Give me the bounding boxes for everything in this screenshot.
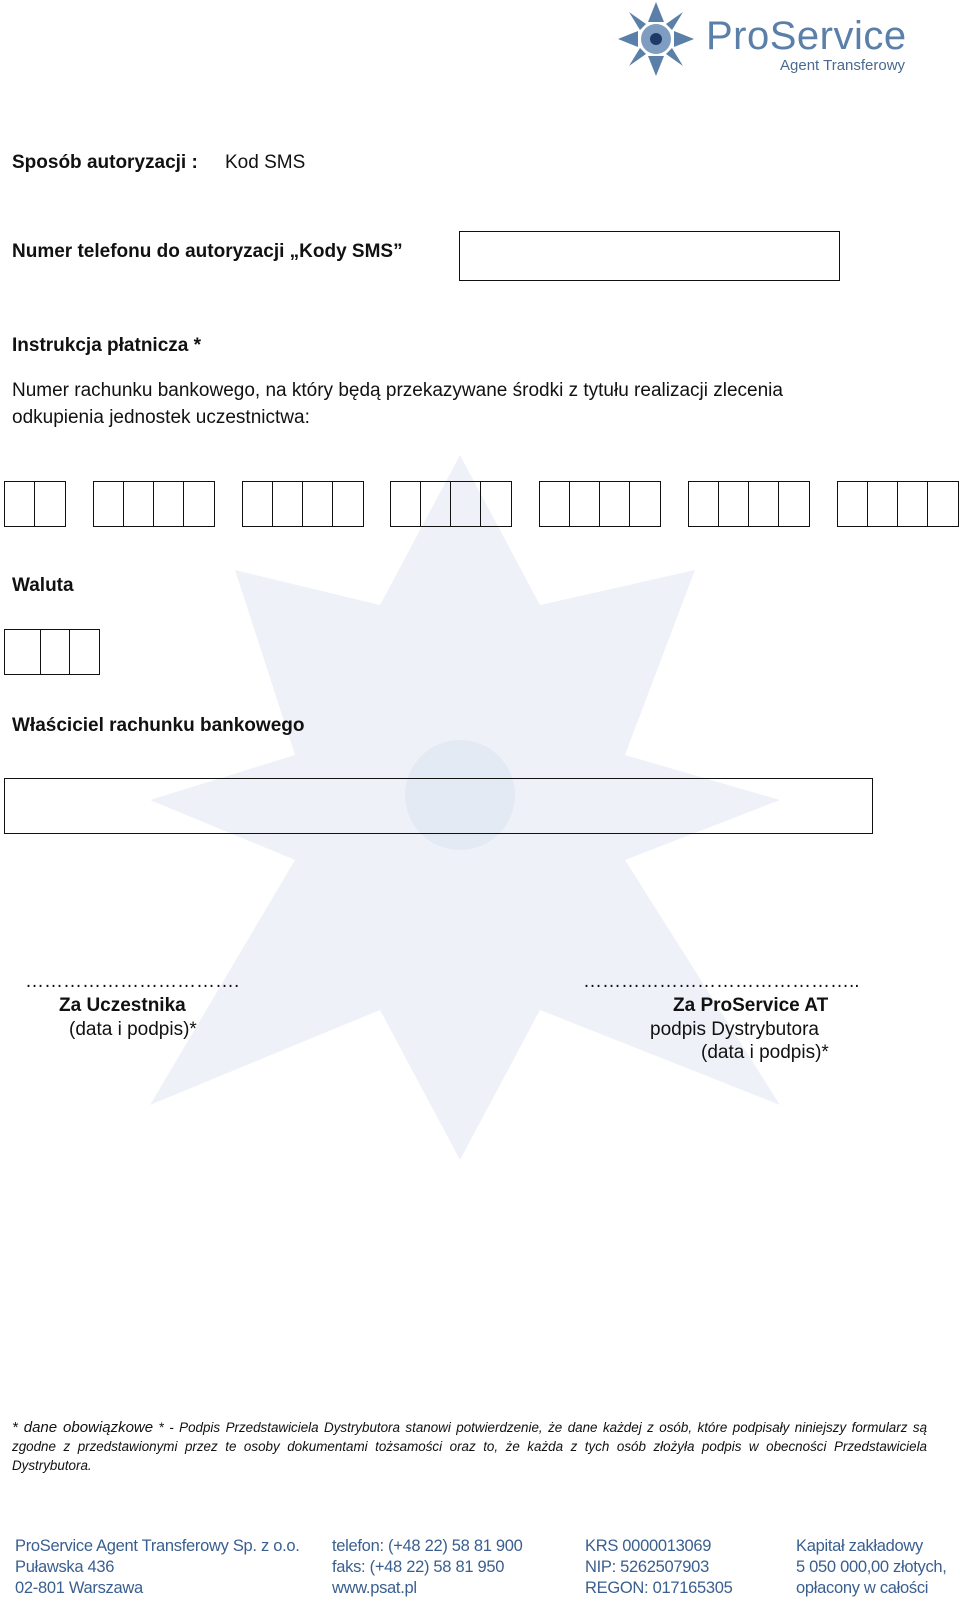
logo-subtitle: Agent Transferowy bbox=[780, 57, 906, 74]
footer-capital-line: Kapitał zakładowy bbox=[796, 1537, 923, 1555]
payment-description-line1: Numer rachunku bankowego, na który będą przekazywane środki z tytułu realizacji zlecenia bbox=[12, 380, 783, 401]
currency-digit-group bbox=[4, 629, 100, 675]
footer-fax: faks: (+48 22) 58 81 950 bbox=[332, 1558, 505, 1576]
participant-signature-title: Za Uczestnika bbox=[59, 995, 186, 1016]
account-digit-cell[interactable] bbox=[184, 482, 214, 526]
account-digit-cell[interactable] bbox=[35, 482, 65, 526]
account-digit-cell[interactable] bbox=[779, 482, 809, 526]
footnote bbox=[12, 1418, 927, 1475]
footer-company bbox=[15, 1536, 300, 1599]
footer-capital bbox=[796, 1536, 947, 1599]
account-digit-cell[interactable] bbox=[630, 482, 660, 526]
account-digit-cell[interactable] bbox=[154, 482, 184, 526]
account-digit-cell[interactable] bbox=[124, 482, 154, 526]
auth-phone-label: Numer telefonu do autoryzacji „Kody SMS” bbox=[12, 241, 403, 262]
star-logo-icon bbox=[618, 2, 694, 76]
participant-signature-line[interactable]: ……………………………. bbox=[25, 971, 240, 992]
footer-krs: KRS 0000013069 bbox=[585, 1537, 712, 1555]
account-digit-cell[interactable] bbox=[570, 482, 600, 526]
account-digit-cell[interactable] bbox=[868, 482, 898, 526]
account-digit-group bbox=[4, 481, 66, 527]
account-digit-group bbox=[837, 481, 959, 527]
account-digit-cell[interactable] bbox=[838, 482, 868, 526]
account-digit-cell[interactable] bbox=[303, 482, 333, 526]
footer-website-link[interactable]: www.psat.pl bbox=[332, 1579, 417, 1597]
account-digit-cell[interactable] bbox=[719, 482, 749, 526]
currency-digit-cell[interactable] bbox=[5, 630, 41, 674]
currency-digit-cell[interactable] bbox=[70, 630, 99, 674]
account-digit-cell[interactable] bbox=[481, 482, 511, 526]
auth-method-value: Kod SMS bbox=[225, 152, 306, 173]
account-digit-cell[interactable] bbox=[94, 482, 124, 526]
footer-contact bbox=[332, 1536, 523, 1599]
account-digit-cell[interactable] bbox=[898, 482, 928, 526]
payment-description bbox=[12, 378, 912, 431]
currency-label: Waluta bbox=[12, 575, 74, 596]
account-digit-cell[interactable] bbox=[600, 482, 630, 526]
footer-registry bbox=[585, 1536, 732, 1599]
account-digit-group bbox=[390, 481, 512, 527]
account-digit-cell[interactable] bbox=[451, 482, 481, 526]
owner-field[interactable] bbox=[4, 778, 873, 834]
participant-signature-sub: (data i podpis)* bbox=[69, 1019, 197, 1040]
account-digit-cell[interactable] bbox=[273, 482, 303, 526]
account-digit-cell[interactable] bbox=[540, 482, 570, 526]
account-digit-group bbox=[93, 481, 215, 527]
footer-regon: REGON: 017165305 bbox=[585, 1579, 733, 1597]
footer-capital-line: 5 050 000,00 złotych, bbox=[796, 1558, 947, 1576]
distributor-signature-sub1: podpis Dystrybutora bbox=[650, 1019, 819, 1040]
account-digit-cell[interactable] bbox=[749, 482, 779, 526]
footnote-text: * - Podpis Przedstawiciela Dystrybutora stanowi potwierdzenie, że dane każdej z osób, które podpisały niniejszy formularz są zgodne z przedstawionymi przez te osoby dokumentami tożsamości oraz to, że każda z tych osób złożyła podpis w obecności Przedstawiciela Dystrybutora. bbox=[12, 1420, 928, 1473]
footer-capital-line: opłacony w całości bbox=[796, 1579, 929, 1597]
footer-nip: NIP: 5262507903 bbox=[585, 1558, 709, 1576]
account-digit-cell[interactable] bbox=[243, 482, 273, 526]
proservice-logo bbox=[618, 2, 938, 76]
auth-phone-field[interactable] bbox=[459, 231, 840, 281]
account-digit-cell[interactable] bbox=[333, 482, 363, 526]
account-digit-group bbox=[539, 481, 661, 527]
auth-method-label: Sposób autoryzacji : bbox=[12, 152, 198, 173]
payment-heading: Instrukcja płatnicza * bbox=[12, 335, 202, 356]
distributor-signature-sub2: (data i podpis)* bbox=[701, 1042, 829, 1063]
account-digit-cell[interactable] bbox=[928, 482, 958, 526]
account-digit-cell[interactable] bbox=[391, 482, 421, 526]
logo-name: ProService bbox=[706, 14, 907, 58]
footnote-lead: * dane obowiązkowe bbox=[12, 1419, 154, 1436]
footer-company-line: Puławska 436 bbox=[15, 1558, 115, 1576]
owner-label: Właściciel rachunku bankowego bbox=[12, 715, 305, 736]
account-digit-cell[interactable] bbox=[689, 482, 719, 526]
currency-digit-cell[interactable] bbox=[41, 630, 70, 674]
footer-company-line: ProService Agent Transferowy Sp. z o.o. bbox=[15, 1537, 300, 1555]
payment-description-line2: odkupienia jednostek uczestnictwa: bbox=[12, 406, 310, 428]
account-digit-cell[interactable] bbox=[5, 482, 35, 526]
distributor-signature-title: Za ProService AT bbox=[673, 995, 829, 1016]
account-digit-group bbox=[242, 481, 364, 527]
footer-company-line: 02-801 Warszawa bbox=[15, 1579, 143, 1597]
account-digit-cell[interactable] bbox=[421, 482, 451, 526]
account-digit-group bbox=[688, 481, 810, 527]
footer-phone: telefon: (+48 22) 58 81 900 bbox=[332, 1537, 523, 1555]
distributor-signature-line[interactable]: …………………………………….. bbox=[583, 971, 860, 992]
